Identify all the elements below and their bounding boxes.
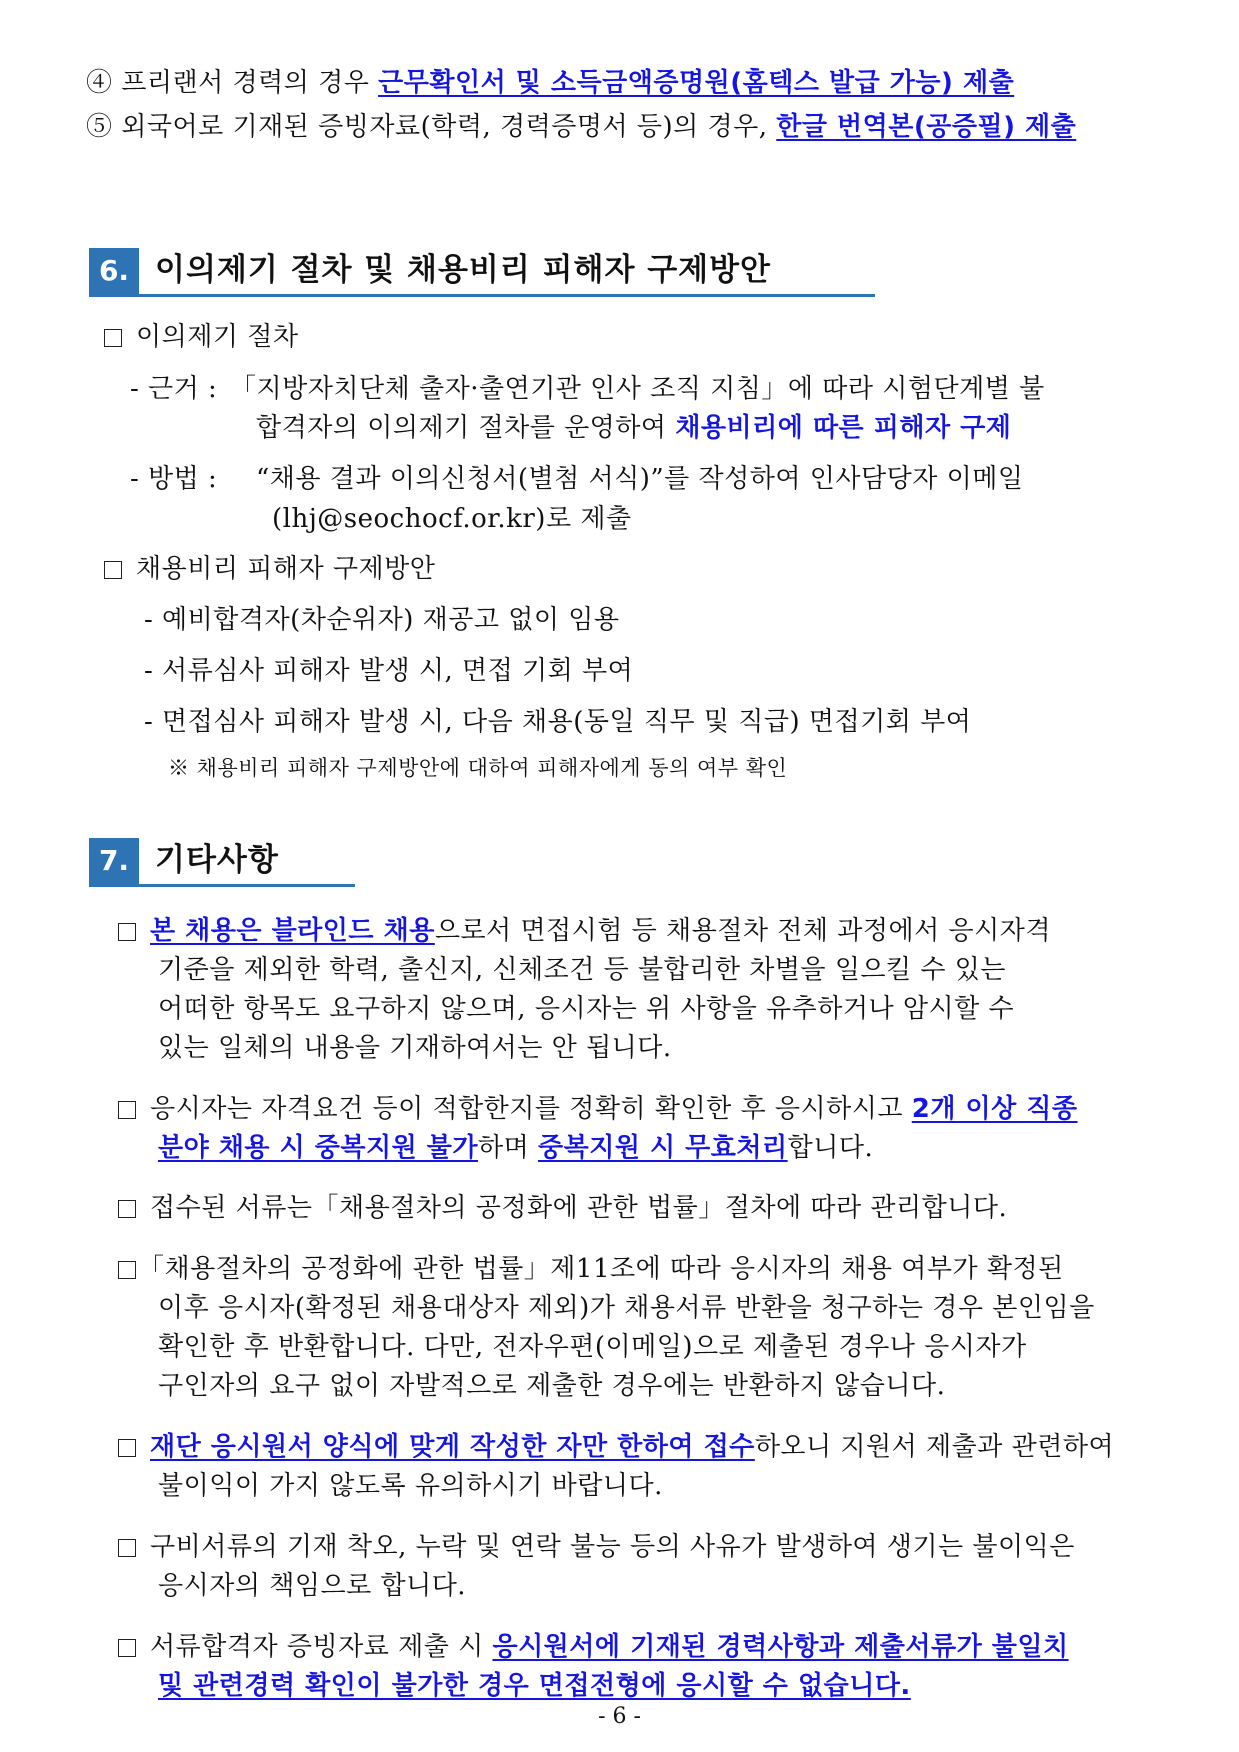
p3-line1 <box>118 1191 1007 1225</box>
method-label: - 방법 : <box>130 464 218 494</box>
checkbox-square-icon <box>118 1539 136 1557</box>
checkbox-square-icon <box>104 329 122 347</box>
remedy-item: - 서류심사 피해자 발생 시, 면접 기회 부여 <box>144 656 634 686</box>
remedy-heading <box>104 552 435 586</box>
basis-line2-text: 합격자의 이의제기 절차를 운영하여 <box>256 413 676 443</box>
p7-line2-highlight: 및 관련경력 확인이 불가한 경우 면접전형에 응시할 수 없습니다. <box>158 1671 911 1701</box>
p4-line1-text: 「채용절차의 공정화에 관한 법률」제11조에 따라 응시자의 채용 여부가 확정된 <box>138 1254 1064 1284</box>
p7-line1-text: 서류합격자 증빙자료 제출 시 <box>150 1632 493 1662</box>
checkbox-square-icon <box>104 561 122 579</box>
objection-heading <box>104 320 298 354</box>
basis-highlight: 채용비리에 따른 피해자 구제 <box>675 413 1012 443</box>
item-5 <box>86 110 1076 144</box>
p4-line4: 구인자의 요구 없이 자발적으로 제출한 경우에는 반환하지 않습니다. <box>158 1371 946 1401</box>
p1-highlight: 본 채용은 블라인드 채용 <box>150 916 435 946</box>
p4-line1 <box>118 1252 1064 1286</box>
p5-highlight: 재단 응시원서 양식에 맞게 작성한 자만 한하여 접수 <box>150 1432 755 1462</box>
method-line1: “채용 결과 이의신청서(별첨 서식)”를 작성하여 인사담당자 이메일 <box>256 464 1024 494</box>
item-4-marker: ④ <box>86 68 113 98</box>
basis-line2 <box>256 411 1011 445</box>
page-number: - 6 - <box>598 1704 641 1729</box>
remedy-heading-text: 채용비리 피해자 구제방안 <box>136 554 436 584</box>
p1-line1 <box>118 914 1051 948</box>
item-5-highlight: 한글 번역본(공증필) 제출 <box>776 112 1077 142</box>
section-7-header <box>89 838 355 887</box>
item-4-highlight: 근무확인서 및 소득금액증명원(홈텍스 발급 가능) 제출 <box>378 68 1015 98</box>
remedy-item: - 예비합격자(차순위자) 재공고 없이 임용 <box>144 605 620 635</box>
p2-line1-text: 응시자는 자격요건 등이 적합한지를 정확히 확인한 후 응시하시고 <box>150 1094 912 1124</box>
p1-line2: 기준을 제외한 학력, 출신지, 신체조건 등 불합리한 차별을 일으킬 수 있는 <box>158 955 1007 985</box>
p6-line1 <box>118 1530 1075 1564</box>
checkbox-square-icon <box>118 923 136 941</box>
section-6-number: 6. <box>89 248 139 294</box>
basis-label: - 근거 : <box>130 374 218 404</box>
p2-line1 <box>118 1092 1078 1126</box>
section-6-header <box>89 248 875 297</box>
p5-line1-rest: 하오니 지원서 제출과 관련하여 <box>754 1432 1115 1462</box>
item-5-text: 외국어로 기재된 증빙자료(학력, 경력증명서 등)의 경우, <box>112 112 777 142</box>
p4-line3: 확인한 후 반환합니다. 다만, 전자우편(이메일)으로 제출된 경우나 응시자가 <box>158 1332 1027 1362</box>
p7-line1 <box>118 1630 1069 1664</box>
basis-line1: 「지방자치단체 출자·출연기관 인사 조직 지침」에 따라 시험단계별 불 <box>230 374 1045 404</box>
p6-line2: 응시자의 책임으로 합니다. <box>158 1571 467 1601</box>
section-6-title: 이의제기 절차 및 채용비리 피해자 구제방안 <box>155 252 771 288</box>
remedy-note: ※ 채용비리 피해자 구제방안에 대하여 피해자에게 동의 여부 확인 <box>168 756 788 780</box>
remedy-item: - 면접심사 피해자 발생 시, 다음 채용(동일 직무 및 직급) 면접기회 부여 <box>144 707 972 737</box>
p4-line2: 이후 응시자(확정된 채용대상자 제외)가 채용서류 반환을 청구하는 경우 본인임을 <box>158 1293 1095 1323</box>
method-line2: (lhj@seochocf.or.kr)로 제출 <box>272 504 632 534</box>
p6-line1-text: 구비서류의 기재 착오, 누락 및 연락 불능 등의 사유가 발생하여 생기는 불이익은 <box>150 1532 1075 1562</box>
p2-line2-end: 합니다. <box>787 1133 874 1163</box>
p2-line2-mid: 하며 <box>477 1133 538 1163</box>
checkbox-square-icon <box>118 1101 136 1119</box>
item-5-marker: ⑤ <box>86 112 113 142</box>
p5-line1 <box>118 1430 1114 1464</box>
p7-line1-highlight: 응시원서에 기재된 경력사항과 제출서류가 불일치 <box>492 1632 1069 1662</box>
p1-line4: 있는 일체의 내용을 기재하여서는 안 됩니다. <box>158 1033 672 1063</box>
section-7-number: 7. <box>89 838 139 884</box>
section-7-title: 기타사항 <box>155 842 279 878</box>
p3-text: 접수된 서류는「채용절차의 공정화에 관한 법률」절차에 따라 관리합니다. <box>150 1193 1008 1223</box>
p1-line1-rest: 으로서 면접시험 등 채용절차 전체 과정에서 응시자격 <box>434 916 1051 946</box>
p1-line3: 어떠한 항목도 요구하지 않으며, 응시자는 위 사항을 유추하거나 암시할 수 <box>158 994 1015 1024</box>
checkbox-square-icon <box>118 1261 136 1279</box>
p2-line2-highlight2: 중복지원 시 무효처리 <box>537 1133 788 1163</box>
checkbox-square-icon <box>118 1200 136 1218</box>
p2-line2 <box>158 1131 873 1165</box>
p7-line2 <box>158 1669 911 1703</box>
checkbox-square-icon <box>118 1639 136 1657</box>
objection-heading-text: 이의제기 절차 <box>136 322 299 352</box>
p2-line2-highlight1: 분야 채용 시 중복지원 불가 <box>158 1133 478 1163</box>
item-4-text: 프리랜서 경력의 경우 <box>112 68 379 98</box>
p2-line1-highlight: 2개 이상 직종 <box>911 1094 1078 1124</box>
item-4 <box>86 66 1014 100</box>
checkbox-square-icon <box>118 1439 136 1457</box>
p5-line2: 불이익이 가지 않도록 유의하시기 바랍니다. <box>158 1471 663 1501</box>
